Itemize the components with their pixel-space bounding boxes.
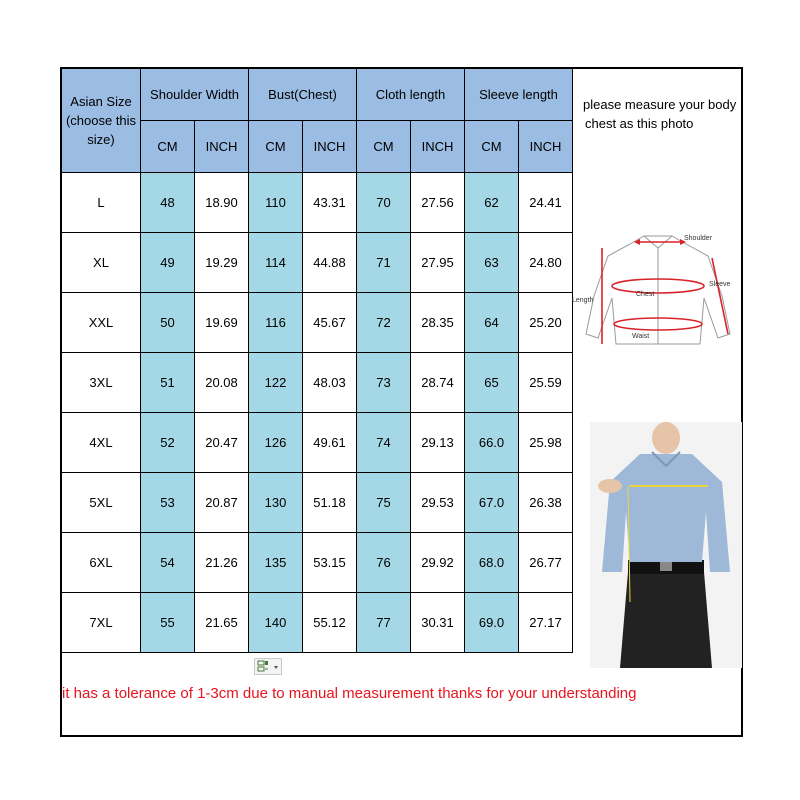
shoulder-width-header: Shoulder Width (141, 69, 249, 121)
table-row (62, 233, 573, 293)
size-cell: L (62, 173, 141, 233)
unit-header-cm: CM (465, 121, 519, 173)
table-row (62, 353, 573, 413)
size-chart-table (61, 68, 573, 653)
paste-options-icon[interactable] (254, 658, 282, 675)
value-cell: 44.88 (303, 233, 357, 293)
value-cell: 76 (357, 533, 411, 593)
value-cell: 53 (141, 473, 195, 533)
value-cell: 21.65 (195, 593, 249, 653)
unit-header-inch: INCH (303, 121, 357, 173)
size-cell: XL (62, 233, 141, 293)
value-cell: 27.17 (519, 593, 573, 653)
unit-header-inch: INCH (411, 121, 465, 173)
value-cell: 55 (141, 593, 195, 653)
value-cell: 69.0 (465, 593, 519, 653)
value-cell: 27.95 (411, 233, 465, 293)
unit-header-cm: CM (249, 121, 303, 173)
size-cell: XXL (62, 293, 141, 353)
value-cell: 49 (141, 233, 195, 293)
unit-header-inch: INCH (519, 121, 573, 173)
value-cell: 43.31 (303, 173, 357, 233)
value-cell: 116 (249, 293, 303, 353)
value-cell: 55.12 (303, 593, 357, 653)
size-cell: 7XL (62, 593, 141, 653)
value-cell: 18.90 (195, 173, 249, 233)
size-cell: 6XL (62, 533, 141, 593)
unit-header-cm: CM (357, 121, 411, 173)
value-cell: 130 (249, 473, 303, 533)
value-cell: 20.47 (195, 413, 249, 473)
value-cell: 114 (249, 233, 303, 293)
value-cell: 68.0 (465, 533, 519, 593)
length-label: Length (572, 297, 594, 304)
value-cell: 48 (141, 173, 195, 233)
value-cell: 26.77 (519, 533, 573, 593)
waist-label: Waist (632, 333, 650, 340)
value-cell: 110 (249, 173, 303, 233)
sleeve-label: Sleeve (709, 281, 731, 288)
value-cell: 73 (357, 353, 411, 413)
size-cell: 4XL (62, 413, 141, 473)
value-cell: 19.29 (195, 233, 249, 293)
sleeve-length-header: Sleeve length (465, 69, 573, 121)
value-cell: 49.61 (303, 413, 357, 473)
value-cell: 126 (249, 413, 303, 473)
value-cell: 26.38 (519, 473, 573, 533)
value-cell: 27.56 (411, 173, 465, 233)
value-cell: 48.03 (303, 353, 357, 413)
value-cell: 51.18 (303, 473, 357, 533)
measure-instruction (583, 95, 748, 133)
value-cell: 28.35 (411, 293, 465, 353)
value-cell: 25.59 (519, 353, 573, 413)
value-cell: 45.67 (303, 293, 357, 353)
size-column-header: Asian Size (choose this size) (62, 69, 141, 173)
value-cell: 74 (357, 413, 411, 473)
value-cell: 64 (465, 293, 519, 353)
value-cell: 21.26 (195, 533, 249, 593)
value-cell: 52 (141, 413, 195, 473)
shirt-measurement-diagram (572, 226, 744, 356)
value-cell: 71 (357, 233, 411, 293)
cloth-length-header: Cloth length (357, 69, 465, 121)
chest-label: Chest (636, 291, 655, 298)
unit-header-cm: CM (141, 121, 195, 173)
measure-instruction-line: chest as this photo (585, 116, 694, 131)
value-cell: 140 (249, 593, 303, 653)
value-cell: 53.15 (303, 533, 357, 593)
value-cell: 77 (357, 593, 411, 653)
value-cell: 66.0 (465, 413, 519, 473)
value-cell: 65 (465, 353, 519, 413)
measure-instruction-line: please measure your body (583, 97, 737, 112)
tolerance-note: it has a tolerance of 1-3cm due to manual measurement thanks for your understanding (62, 685, 637, 702)
table-row (62, 533, 573, 593)
value-cell: 20.08 (195, 353, 249, 413)
value-cell: 25.20 (519, 293, 573, 353)
value-cell: 67.0 (465, 473, 519, 533)
value-cell: 19.69 (195, 293, 249, 353)
value-cell: 24.80 (519, 233, 573, 293)
value-cell: 25.98 (519, 413, 573, 473)
table-row (62, 173, 573, 233)
value-cell: 51 (141, 353, 195, 413)
value-cell: 122 (249, 353, 303, 413)
table-row (62, 413, 573, 473)
value-cell: 28.74 (411, 353, 465, 413)
value-cell: 30.31 (411, 593, 465, 653)
size-cell: 5XL (62, 473, 141, 533)
value-cell: 29.53 (411, 473, 465, 533)
header-row-groups (62, 69, 573, 121)
table-row (62, 473, 573, 533)
table-row (62, 293, 573, 353)
value-cell: 20.87 (195, 473, 249, 533)
value-cell: 70 (357, 173, 411, 233)
bust-chest-header: Bust(Chest) (249, 69, 357, 121)
table-row (62, 593, 573, 653)
unit-header-inch: INCH (195, 121, 249, 173)
size-cell: 3XL (62, 353, 141, 413)
value-cell: 75 (357, 473, 411, 533)
value-cell: 24.41 (519, 173, 573, 233)
value-cell: 29.13 (411, 413, 465, 473)
man-measuring-chest-photo (590, 422, 742, 668)
value-cell: 63 (465, 233, 519, 293)
shoulder-label: Shoulder (684, 235, 713, 242)
value-cell: 72 (357, 293, 411, 353)
value-cell: 135 (249, 533, 303, 593)
value-cell: 62 (465, 173, 519, 233)
value-cell: 29.92 (411, 533, 465, 593)
value-cell: 54 (141, 533, 195, 593)
value-cell: 50 (141, 293, 195, 353)
